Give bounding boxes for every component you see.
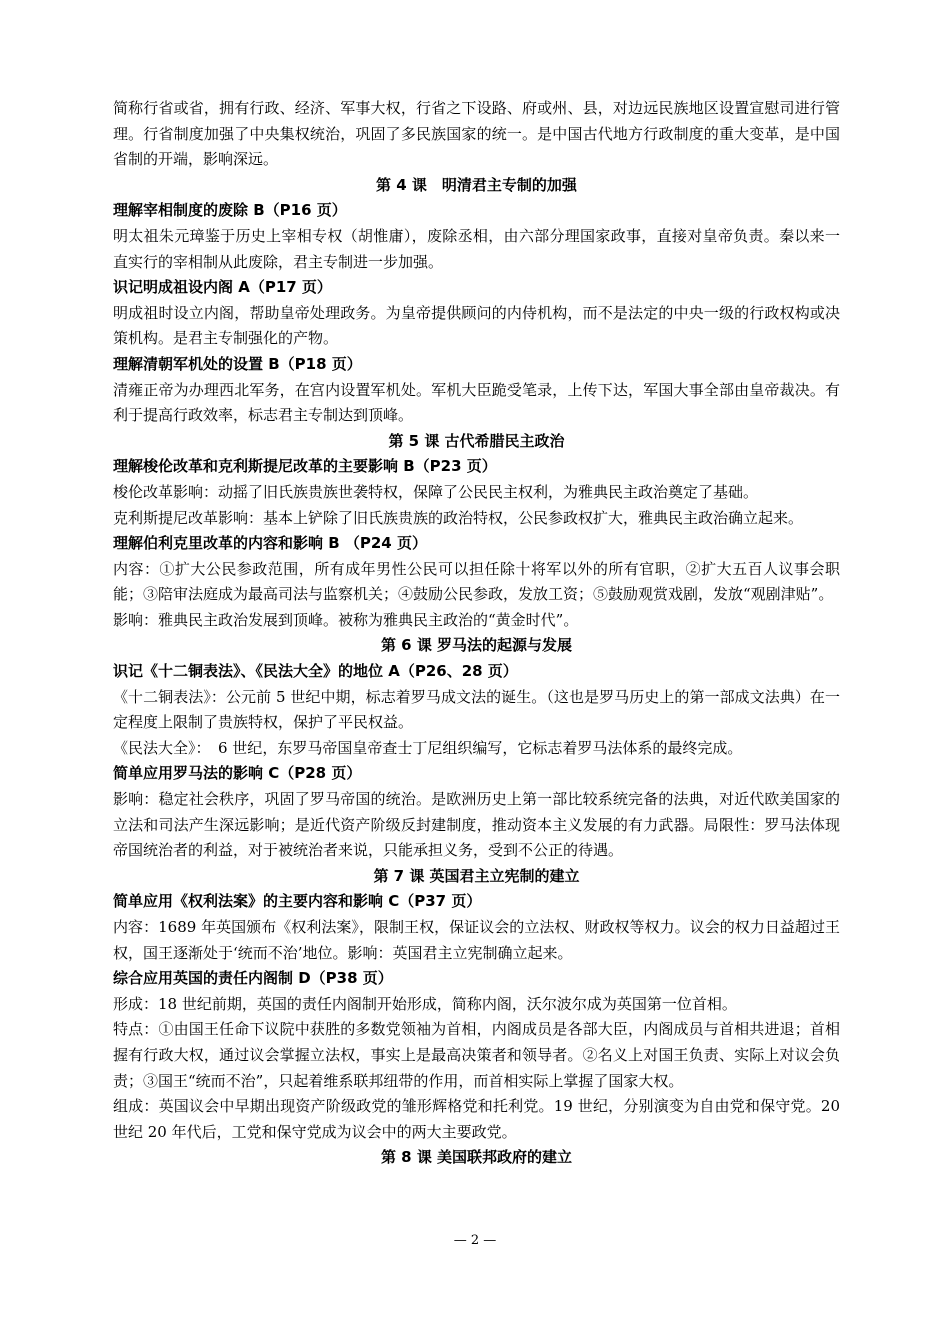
paragraph: 特点：①由国王任命下议院中获胜的多数党领袖为首相，内阁成员是各部大臣，内阁成员与首相共进退；首相握有行政大权，通过议会掌握立法权，事实上是最高决策者和领导者。②名义上对国王负责、实际上对议会负责；③国王“统而不治”，只起着维系联邦纽带的作用，而首相实际上掌握了国家大权。 bbox=[113, 1020, 840, 1090]
topic-heading: 理解清朝军机处的设置 B（P18 页） bbox=[113, 354, 362, 373]
paragraph: 影响：雅典民主政治发展到顶峰。被称为雅典民主政治的“黄金时代”。 bbox=[113, 610, 579, 629]
paragraph: 简称行省或省，拥有行政、经济、军事大权，行省之下设路、府或州、县，对边远民族地区设置宣慰司进行管理。行省制度加强了中央集权统治，巩固了多民族国家的统一。是中国古代地方行政制度的重大变革，是中国省制的开端，影响深远。 bbox=[113, 99, 840, 169]
page-number: — 2 — bbox=[453, 1233, 497, 1248]
paragraph: 明太祖朱元璋鉴于历史上宰相专权（胡惟庸），废除丞相，由六部分理国家政事，直接对皇帝负责。秦以来一直实行的宰相制从此废除，君主专制进一步加强。 bbox=[113, 226, 840, 271]
paragraph: 组成：英国议会中早期出现资产阶级政党的雏形辉格党和托利党。19 世纪，分别演变为自由党和保守党。20 世纪 20 年代后，工党和保守党成为议会中的两大主要政党。 bbox=[113, 1097, 840, 1141]
paragraph: 明成祖时设立内阁，帮助皇帝处理政务。为皇帝提供顾问的内侍机构，而不是法定的中央一级的行政权构或决策机构。是君主专制强化的产物。 bbox=[113, 303, 840, 348]
topic-heading: 简单应用《权利法案》的主要内容和影响 C（P37 页） bbox=[113, 892, 482, 911]
paragraph: 影响：稳定社会秩序，巩固了罗马帝国的统治。是欧洲历史上第一部比较系统完备的法典，对近代欧美国家的立法和司法产生深远影响；是近代资产阶级反封建制度，推动资本主义发展的有力武器。局限性：罗马法体现帝国统治者的利益，对于被统治者来说，只能承担义务，受到不公正的待遇。 bbox=[113, 790, 840, 860]
topic-heading: 简单应用罗马法的影响 C（P28 页） bbox=[113, 764, 362, 783]
paragraph: 内容：1689 年英国颁布《权利法案》，限制王权，保证议会的立法权、财政权等权力。议会的权力日益超过王权，国王逐渐处于‘统而不治’地位。影响：英国君主立宪制确立起来。 bbox=[113, 918, 840, 962]
lesson-heading: 第 8 课 美国联邦政府的建立 bbox=[380, 1148, 573, 1167]
lesson-heading: 第 6 课 罗马法的起源与发展 bbox=[380, 636, 573, 655]
paragraph: 克利斯提尼改革影响：基本上铲除了旧氏族贵族的政治特权，公民参政权扩大，雅典民主政治确立起来。 bbox=[113, 508, 804, 527]
paragraph: 梭伦改革影响：动摇了旧氏族贵族世袭特权，保障了公民民主权利，为雅典民主政治奠定了基础。 bbox=[113, 482, 759, 501]
paragraph: 形成：18 世纪前期，英国的责任内阁制开始形成，简称内阁，沃尔波尔成为英国第一位首相。 bbox=[113, 994, 737, 1013]
lesson-heading: 第 5 课 古代希腊民主政治 bbox=[388, 431, 565, 450]
topic-heading: 理解伯利克里改革的内容和影响 B （P24 页） bbox=[113, 534, 427, 553]
topic-heading: 理解宰相制度的废除 B（P16 页） bbox=[113, 201, 347, 220]
paragraph: 内容：①扩大公民参政范围，所有成年男性公民可以担任除十将军以外的所有官职，②扩大五百人议事会职能；③陪审法庭成为最高司法与监察机关；④鼓励公民参政，发放工资；⑤鼓励观赏戏剧，发放“观剧津贴”。 bbox=[113, 559, 840, 604]
lesson-heading: 第 4 课 明清君主专制的加强 bbox=[376, 175, 577, 194]
paragraph: 《民法大全》： 6 世纪，东罗马帝国皇帝查士丁尼组织编写，它标志着罗马法体系的最终完成。 bbox=[113, 738, 743, 757]
document-body bbox=[113, 96, 840, 1171]
paragraph: 清雍正帝为办理西北军务，在宫内设置军机处。军机大臣跪受笔录，上传下达，军国大事全部由皇帝裁决。有利于提高行政效率，标志君主专制达到顶峰。 bbox=[113, 380, 840, 425]
paragraph: 《十二铜表法》：公元前 5 世纪中期，标志着罗马成文法的诞生。（这也是罗马历史上的第一部成文法典）在一定程度上限制了贵族特权，保护了平民权益。 bbox=[113, 687, 840, 732]
topic-heading: 综合应用英国的责任内阁制 D（P38 页） bbox=[113, 969, 393, 988]
lesson-heading: 第 7 课 英国君主立宪制的建立 bbox=[373, 866, 580, 885]
topic-heading: 理解梭伦改革和克利斯提尼改革的主要影响 B（P23 页） bbox=[113, 457, 497, 476]
topic-heading: 识记明成祖设内阁 A（P17 页） bbox=[113, 278, 332, 297]
topic-heading: 识记《十二铜表法》、《民法大全》的地位 A（P26、28 页） bbox=[113, 662, 518, 681]
